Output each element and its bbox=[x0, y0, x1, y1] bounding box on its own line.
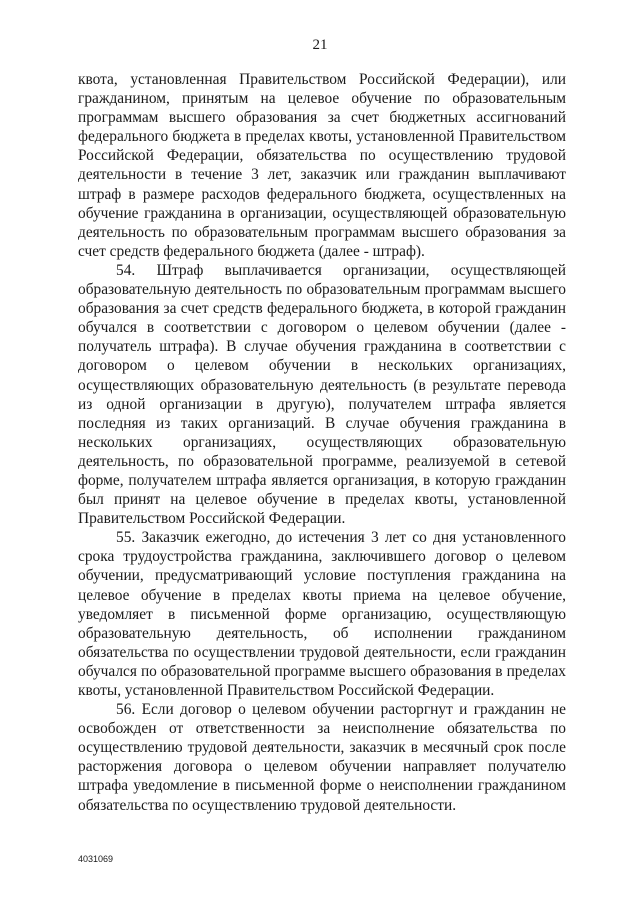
page-number: 21 bbox=[312, 37, 328, 53]
paragraph-continuation: квота, установленная Правительством Российской Федерации), или гражданином, принятым на целевое обучение по образовательным программам высшего образования за счет бюджетных ассигнований федерального бюджета в пределах квоты, установленной Правительством Российской Федерации, обязательства по осуществлению трудовой деятельности в течение 3 лет, заказчик или гражданин выплачивают штраф в размере расходов федерального бюджета, осуществленных на обучение гражданина в организации, осуществляющей образовательную деятельность по образовательным программам высшего образования за счет средств федерального бюджета (далее - штраф). bbox=[78, 71, 566, 260]
paragraph-56: 56. Если договор о целевом обучении расторгнут и гражданин не освобожден от ответственности за неисполнение обязательства по осуществлению трудовой деятельности, заказчик в месячный срок после расторжения договора о целевом обучении направляет получателю штрафа уведомление в письменной форме о неисполнении гражданином обязательства по осуществлению трудовой деятельности. bbox=[78, 701, 566, 814]
document-body bbox=[78, 70, 566, 815]
paragraph-54: 54. Штраф выплачивается организации, осуществляющей образовательную деятельность по образовательным программам высшего образования за счет средств федерального бюджета, в которой гражданин обучался в соответствии с договором о целевом обучении (далее - получатель штрафа). В случае обучения гражданина в соответствии с договором о целевом обучении в нескольких организациях, осуществляющих образовательную деятельность (в результате перевода из одной организации в другую), получателем штрафа является последняя из таких организаций. В случае обучения гражданина в нескольких организациях, осуществляющих образовательную деятельность, по образовательной программе, реализуемой в сетевой форме, получателем штрафа является организация, в которую гражданин был принят на целевое обучение в пределах квоты, установленной Правительством Российской Федерации. bbox=[78, 261, 566, 528]
paragraph-55: 55. Заказчик ежегодно, до истечения 3 лет со дня установленного срока трудоустройства гражданина, заключившего договор о целевом обучении, предусматривающий условие поступления гражданина на целевое обучение в пределах квоты приема на целевое обучение, уведомляет в письменной форме организацию, осуществляющую образовательную деятельность, об исполнении гражданином обязательства по осуществлении трудовой деятельности, если гражданин обучался по образовательной программе высшего образования в пределах квоты, установленной Правительством Российской Федерации. bbox=[78, 529, 566, 699]
document-code: 4031069 bbox=[78, 854, 114, 864]
